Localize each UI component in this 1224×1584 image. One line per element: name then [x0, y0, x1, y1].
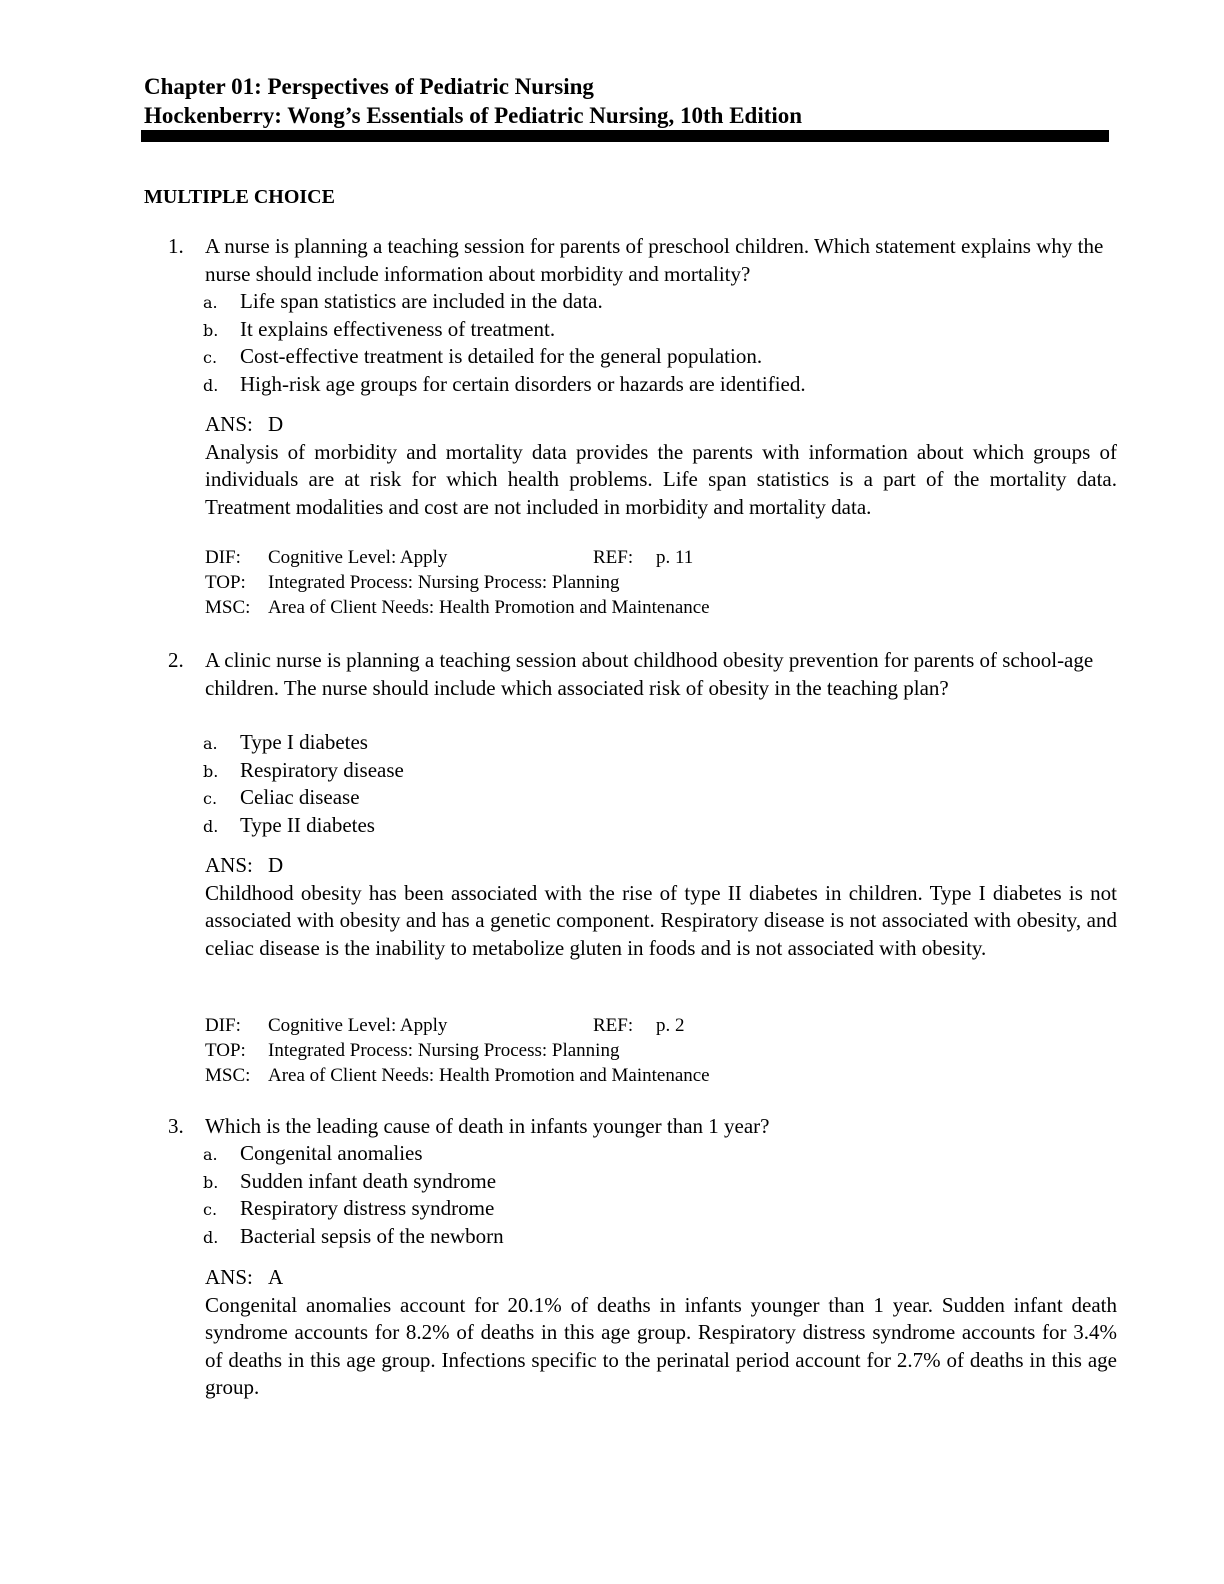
option-d	[203, 1223, 504, 1251]
option-text: It explains effectiveness of treatment.	[240, 316, 556, 341]
dif-label: DIF:	[205, 547, 241, 568]
option-d	[203, 371, 806, 399]
option-letter: a.	[203, 293, 218, 312]
option-text: Respiratory disease	[240, 757, 404, 782]
option-letter: c.	[203, 348, 218, 367]
option-letter: d.	[203, 816, 219, 836]
answer-value: D	[268, 853, 284, 877]
option-c	[203, 343, 806, 371]
ref-label: REF:	[593, 1015, 634, 1036]
top-value: Integrated Process: Nursing Process: Planning	[268, 572, 620, 593]
msc-value: Area of Client Needs: Health Promotion and Maintenance	[268, 1065, 710, 1086]
answer-options	[203, 1140, 504, 1250]
header-divider	[141, 130, 1109, 142]
answer-options	[203, 729, 404, 839]
msc-value: Area of Client Needs: Health Promotion and Maintenance	[268, 597, 710, 618]
answer-label: ANS:	[205, 1265, 253, 1289]
option-text: High-risk age groups for certain disorders or hazards are identified.	[240, 371, 806, 396]
question-stem: A clinic nurse is planning a teaching session about childhood obesity prevention for parents of school-age children. The nurse should include which associated risk of obesity in the teaching plan?	[205, 648, 1094, 700]
question-stem: A nurse is planning a teaching session for parents of preschool children. Which statement explains why the nurse should include information about morbidity and mortality?	[205, 234, 1104, 286]
meta-row-msc	[205, 595, 710, 620]
answer-key	[205, 1264, 1117, 1292]
option-text: Life span statistics are included in the data.	[240, 289, 603, 313]
answer-value: A	[268, 1265, 284, 1289]
option-letter: b.	[203, 761, 219, 781]
option-text: Celiac disease	[240, 785, 360, 809]
question-number: 2.	[168, 648, 184, 672]
dif-label: DIF:	[205, 1015, 241, 1036]
question-stem: Which is the leading cause of death in infants younger than 1 year?	[205, 1114, 770, 1138]
question-3	[168, 1113, 1118, 1403]
question-2	[168, 647, 1118, 1087]
ref-group	[593, 545, 693, 570]
dif-value: Cognitive Level: Apply	[268, 1015, 448, 1036]
option-letter: c.	[203, 789, 218, 808]
question-metadata	[205, 1013, 710, 1088]
option-c	[203, 1195, 504, 1223]
option-letter: a.	[203, 734, 218, 753]
option-letter: b.	[203, 1172, 219, 1192]
chapter-title: Chapter 01: Perspectives of Pediatric Nursing	[144, 74, 594, 99]
option-letter: d.	[203, 375, 219, 395]
option-d	[203, 812, 404, 840]
msc-label: MSC:	[205, 1065, 251, 1086]
answer-key	[205, 411, 1117, 439]
option-a	[203, 1140, 504, 1168]
answer-key	[205, 852, 1117, 880]
answer-label: ANS:	[205, 853, 253, 877]
option-a	[203, 288, 806, 316]
option-text: Type II diabetes	[240, 812, 375, 837]
option-a	[203, 729, 404, 757]
option-letter: a.	[203, 1145, 218, 1164]
meta-row-top	[205, 1038, 710, 1063]
section-heading: MULTIPLE CHOICE	[144, 186, 335, 208]
rationale: Childhood obesity has been associated with the rise of type II diabetes in children. Type I diabetes is not associated with obesity and has a genetic component. Respiratory disease is not associated with obesity, and celiac disease is the inability to metabolize gluten in foods and is not associated with obesity.	[205, 880, 1117, 960]
option-letter: b.	[203, 320, 219, 340]
option-letter: c.	[203, 1200, 218, 1219]
option-letter: d.	[203, 1227, 219, 1247]
meta-row-dif	[205, 545, 710, 570]
answer-value: D	[268, 412, 284, 436]
answer-block	[205, 1264, 1117, 1402]
meta-row-top	[205, 570, 710, 595]
option-b	[203, 1168, 504, 1196]
question-number: 3.	[168, 1114, 184, 1138]
option-text: Respiratory distress syndrome	[240, 1196, 495, 1220]
msc-label: MSC:	[205, 597, 251, 618]
ref-value: p. 2	[656, 1015, 685, 1036]
ref-label: REF:	[593, 547, 634, 568]
question-number: 1.	[168, 234, 184, 258]
answer-label: ANS:	[205, 412, 253, 436]
answer-block	[205, 411, 1117, 521]
top-label: TOP:	[205, 1040, 246, 1061]
rationale: Congenital anomalies account for 20.1% of deaths in infants younger than 1 year. Sudden infant death syndrome accounts for 8.2% of deaths in this age group. Respiratory distress syndrome accounts for 3.4% of deaths in this age group. Infections specific to the perinatal period account for 2.7% of deaths in this age group.	[205, 1292, 1117, 1399]
option-c	[203, 784, 404, 812]
dif-value: Cognitive Level: Apply	[268, 547, 448, 568]
top-label: TOP:	[205, 572, 246, 593]
option-b	[203, 316, 806, 344]
meta-row-msc	[205, 1063, 710, 1088]
answer-options	[203, 288, 806, 398]
answer-block	[205, 852, 1117, 962]
question-1	[168, 233, 1118, 623]
option-text: Cost-effective treatment is detailed for the general population.	[240, 344, 763, 368]
option-text: Type I diabetes	[240, 730, 368, 754]
ref-group	[593, 1013, 685, 1038]
option-text: Sudden infant death syndrome	[240, 1168, 497, 1193]
meta-row-dif	[205, 1013, 710, 1038]
option-text: Congenital anomalies	[240, 1141, 423, 1165]
book-title: Hockenberry: Wong’s Essentials of Pediatric Nursing, 10th Edition	[144, 103, 803, 128]
question-metadata	[205, 545, 710, 620]
top-value: Integrated Process: Nursing Process: Planning	[268, 1040, 620, 1061]
ref-value: p. 11	[656, 547, 694, 568]
option-text: Bacterial sepsis of the newborn	[240, 1223, 504, 1248]
option-b	[203, 757, 404, 785]
rationale: Analysis of morbidity and mortality data provides the parents with information about which groups of individuals are at risk for which health problems. Life span statistics is a part of the mortality data. Treatment modalities and cost are not included in morbidity and mortality data.	[205, 439, 1117, 519]
